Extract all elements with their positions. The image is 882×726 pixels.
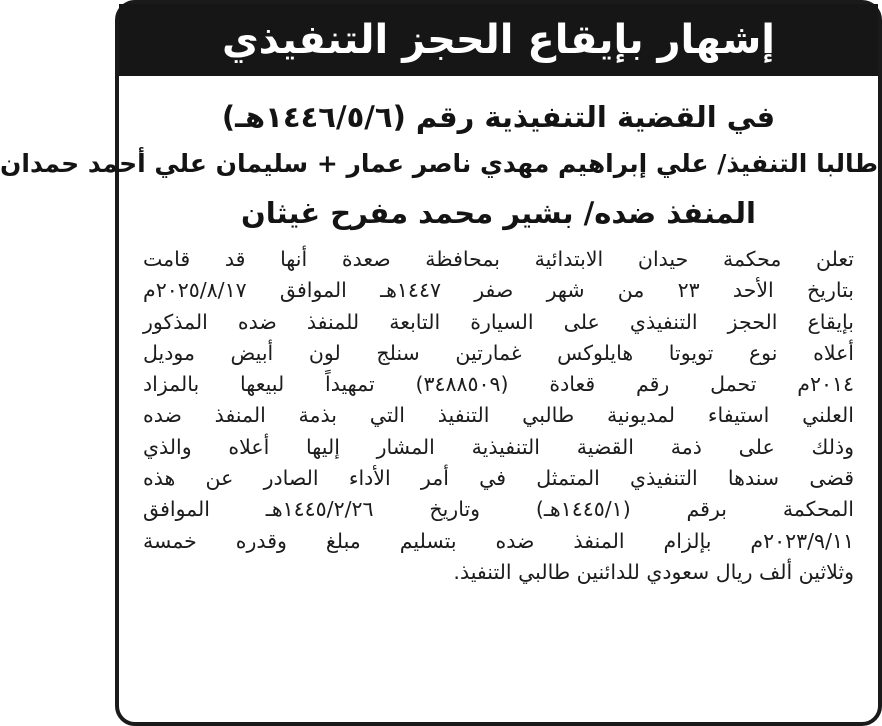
title-bar — [119, 4, 878, 76]
case-number-line: في القضية التنفيذية رقم (١٤٤٦/٥/٦هـ) — [221, 100, 776, 134]
body-line: المحكمة برقم (١٤٤٥/١هـ) وتاريخ ١٤٤٥/٢/٢٦هـ الموافق — [143, 497, 855, 522]
applicants-line: طالبا التنفيذ/ علي إبراهيم مهدي ناصر عمار + سليمان علي أحمد حمدان — [0, 149, 878, 178]
notice-title: إشهار بإيقاع الحجز التنفيذي — [222, 17, 776, 63]
body-line: وذلك على ذمة القضية التنفيذية المشار إليها أعلاه والذي — [143, 434, 854, 459]
case-heading-block — [0, 76, 878, 238]
body-line: بإيقاع الحجز التنفيذي على السيارة التابعة للمنفذ ضده المذكور — [143, 309, 854, 334]
body-line: بتاريخ الأحد ٢٣ من شهر صفر ١٤٤٧هـ الموافق ٢٠٢٥/٨/١٧م — [143, 278, 854, 303]
body-line: ٢٠١٤م تحمل رقم قعادة (٣٤٨٨٥٠٩) تمهيداً لبيعها بالمزاد — [143, 372, 854, 397]
body-line: أعلاه نوع تويوتا هايلوكس غمارتين سنلج لون أبيض موديل — [143, 340, 854, 365]
notice-body — [143, 244, 854, 588]
defendant-line: المنفذ ضده/ بشير محمد مفرح غيثان — [241, 196, 756, 230]
body-line: قضى سندها التنفيذي المتمثل في أمر الأداء الصادر عن هذه — [143, 466, 854, 491]
body-line: العلني استيفاء لمديونية طالبي التنفيذ التي بذمة المنفذ ضده — [143, 403, 854, 428]
body-line: ٢٠٢٣/٩/١١م بإلزام المنفذ ضده بتسليم مبلغ وقدره خمسة — [143, 528, 854, 553]
body-line: تعلن محكمة حيدان الابتدائية بمحافظة صعدة أنها قد قامت — [143, 247, 854, 271]
body-line: وثلاثين ألف ريال سعودي للدائنين طالبي التنفيذ. — [453, 559, 854, 584]
